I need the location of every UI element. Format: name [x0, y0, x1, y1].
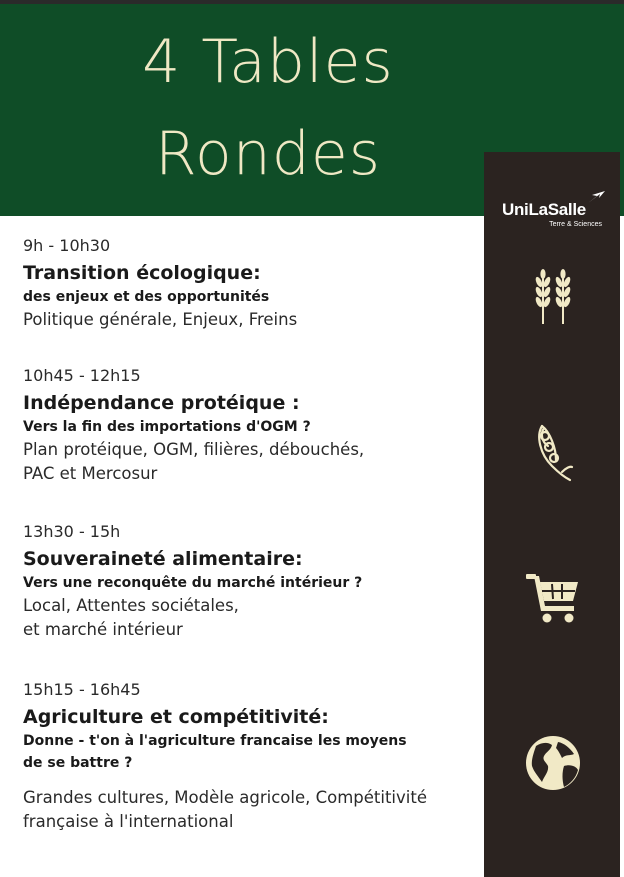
session-topics: Plan protéique, OGM, filières, débouchés, [23, 440, 365, 459]
session-1 [23, 236, 297, 332]
session-subtitle: de se battre ? [23, 755, 133, 771]
session-topics: PAC et Mercosur [23, 464, 158, 483]
session-topics: Politique générale, Enjeux, Freins [23, 310, 298, 329]
session-title: Transition écologique: [23, 262, 261, 284]
page-title-line-1: 4 Tables [142, 27, 394, 97]
session-topics: Local, Attentes sociétales, [23, 596, 239, 615]
soybean-pod-icon [522, 420, 584, 482]
session-topics: française à l'international [23, 812, 234, 831]
session-3 [23, 522, 362, 642]
session-subtitle: Vers la fin des importations d'OGM ? [23, 419, 311, 435]
session-subtitle: Vers une reconquête du marché intérieur ? [23, 575, 363, 591]
sidebar-panel [484, 152, 620, 877]
globe-icon [522, 732, 584, 794]
unilasalle-logo [502, 192, 606, 232]
page-title-line-2: Rondes [155, 119, 381, 189]
session-topics: Grandes cultures, Modèle agricole, Compétitivité [23, 788, 427, 807]
session-time: 13h30 - 15h [23, 522, 121, 541]
session-subtitle: Donne - t'on à l'agriculture francaise les moyens [23, 733, 407, 749]
session-subtitle: des enjeux et des opportunités [23, 289, 270, 305]
session-title: Agriculture et compétitivité: [23, 706, 329, 728]
session-time: 9h - 10h30 [23, 236, 111, 255]
logo-name: UniLaSalle [502, 200, 586, 219]
session-4 [23, 680, 427, 834]
session-2 [23, 366, 364, 486]
session-topics: et marché intérieur [23, 620, 183, 639]
wheat-icon [522, 264, 584, 326]
logo-tagline: Terre & Sciences [549, 221, 602, 228]
logo-star-icon [586, 190, 606, 204]
shopping-cart-icon [522, 564, 584, 626]
session-time: 15h15 - 16h45 [23, 680, 141, 699]
session-time: 10h45 - 12h15 [23, 366, 141, 385]
session-title: Indépendance protéique : [23, 392, 300, 414]
session-title: Souveraineté alimentaire: [23, 548, 303, 570]
